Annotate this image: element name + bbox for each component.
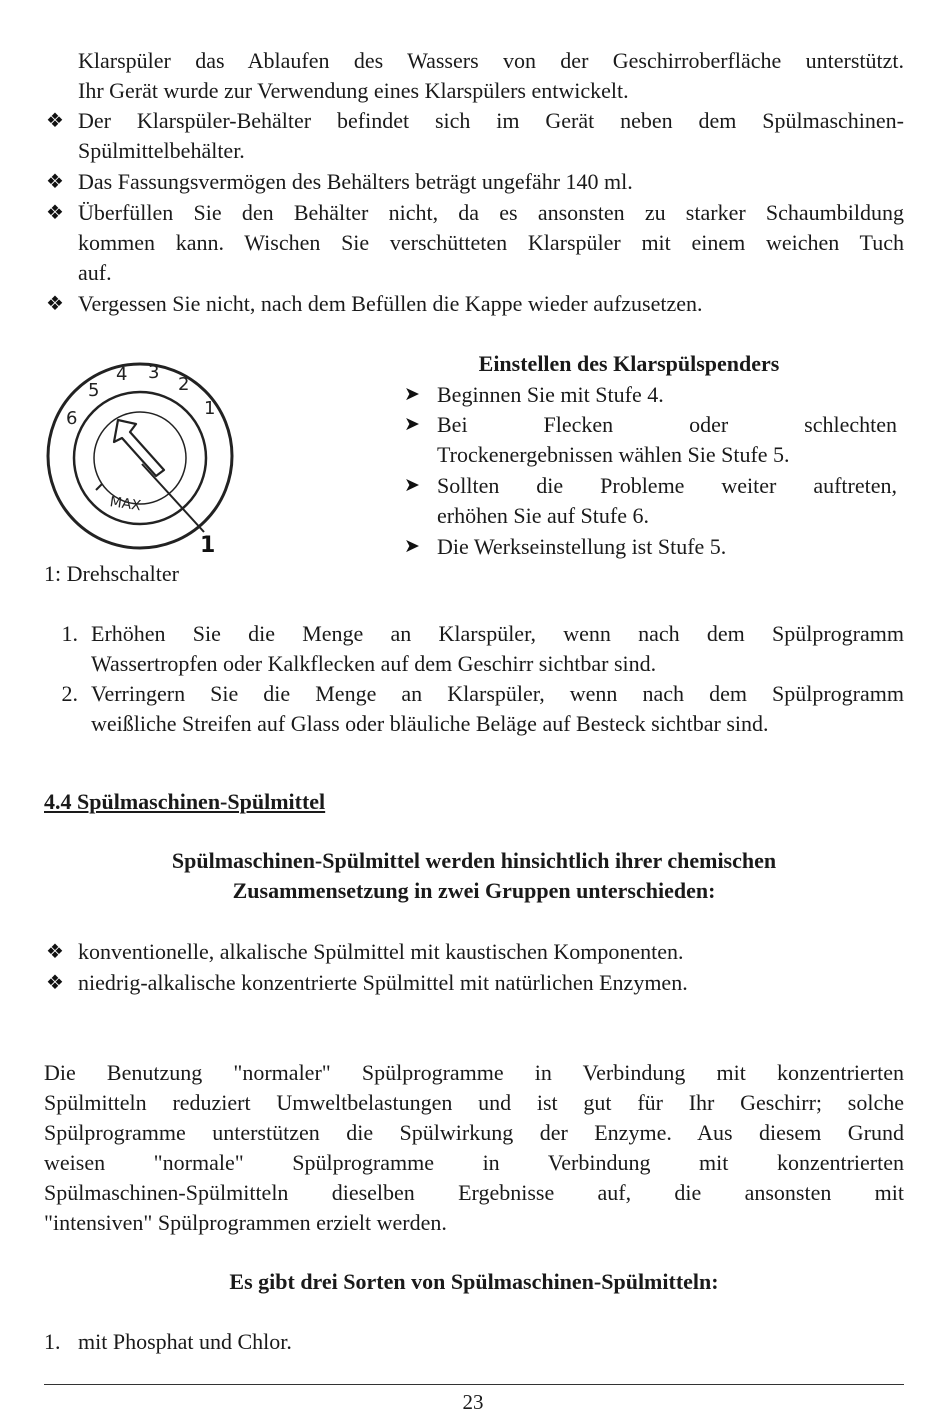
paragraph-line: Spülprogramme unterstützen die Spülwirkung der Enzyme. Aus diesem Grund <box>44 1120 904 1145</box>
list-item-text: mit Phosphat und Chlor. <box>78 1329 292 1354</box>
arrow-bullet-icon: ➤ <box>404 536 420 557</box>
dial-number: 5 <box>88 380 100 401</box>
list-number: 1. <box>44 1329 61 1354</box>
list-item-text: weißliche Streifen auf Glass oder bläuliche Beläge auf Besteck sichtbar sind. <box>91 711 769 736</box>
paragraph-line: Die Benutzung "normaler" Spülprogramme in Verbindung mit konzentrierten <box>44 1060 904 1085</box>
list-item-text: Verringern Sie die Menge an Klarspüler, wenn nach dem Spülprogramm <box>91 681 904 706</box>
settings-item: erhöhen Sie auf Stufe 6. <box>437 503 649 528</box>
bullet-text: konventionelle, alkalische Spülmittel mit kaustischen Komponenten. <box>78 939 684 964</box>
bullet-text: Überfüllen Sie den Behälter nicht, da es ansonsten zu starker Schaumbildung <box>78 200 904 225</box>
diamond-bullet-icon: ❖ <box>46 972 64 994</box>
dial-number: 2 <box>178 374 190 395</box>
page-number: 23 <box>462 1390 484 1414</box>
figure-caption: 1: Drehschalter <box>44 561 179 586</box>
list-item-text: Erhöhen Sie die Menge an Klarspüler, wenn nach dem Spülprogramm <box>91 621 904 646</box>
dial-icon <box>44 352 244 558</box>
settings-item: Die Werkseinstellung ist Stufe 5. <box>437 534 727 559</box>
list-item-text: Wassertropfen oder Kalkflecken auf dem Geschirr sichtbar sind. <box>91 651 657 676</box>
diamond-bullet-icon: ❖ <box>46 293 64 315</box>
detergent-sorts-heading: Es gibt drei Sorten von Spülmaschinen-Spülmitteln: <box>229 1269 719 1294</box>
diamond-bullet-icon: ❖ <box>46 171 64 193</box>
arrow-bullet-icon: ➤ <box>404 384 420 405</box>
paragraph-line: Spülmaschinen-Spülmitteln dieselben Ergebnisse auf, die ansonsten mit <box>44 1180 904 1205</box>
diamond-bullet-icon: ❖ <box>46 110 64 132</box>
settings-item: Bei Flecken oder schlechten <box>437 412 897 437</box>
bullet-text: Spülmittelbehälter. <box>78 138 245 163</box>
paragraph-line: weisen "normale" Spülprogramme in Verbindung mit konzentrierten <box>44 1150 904 1175</box>
dial-number: 6 <box>66 408 78 429</box>
settings-item: Trockenergebnissen wählen Sie Stufe 5. <box>437 442 790 467</box>
bullet-text: Der Klarspüler-Behälter befindet sich im Gerät neben dem Spülmaschinen- <box>78 108 904 133</box>
dial-max-label: MAX <box>108 494 142 515</box>
arrow-bullet-icon: ➤ <box>404 414 420 435</box>
section-heading: 4.4 Spülmaschinen-Spülmittel <box>44 789 326 814</box>
section-subheading: Spülmaschinen-Spülmittel werden hinsichtlich ihrer chemischen <box>171 848 777 873</box>
settings-title: Einstellen des Klarspülspenders <box>478 351 780 376</box>
arrow-bullet-icon: ➤ <box>404 475 420 496</box>
list-number: 2. <box>61 681 78 706</box>
dial-number: 4 <box>116 364 128 385</box>
intro-line-2: Ihr Gerät wurde zur Verwendung eines Klarspülers entwickelt. <box>78 78 629 103</box>
bullet-text: Das Fassungsvermögen des Behälters beträgt ungefähr 140 ml. <box>78 169 633 194</box>
diamond-bullet-icon: ❖ <box>46 202 64 224</box>
bullet-text: auf. <box>78 260 112 285</box>
dial-number: 3 <box>148 362 160 383</box>
list-number: 1. <box>61 621 78 646</box>
paragraph-line: Spülmitteln reduziert Umweltbelastungen und ist gut für Ihr Geschirr; solche <box>44 1090 904 1115</box>
dial-callout-number: 1 <box>200 533 216 558</box>
bullet-text: kommen kann. Wischen Sie verschütteten Klarspüler mit einem weichen Tuch <box>78 230 904 255</box>
bullet-text: Vergessen Sie nicht, nach dem Befüllen die Kappe wieder aufzusetzen. <box>78 291 703 316</box>
diamond-bullet-icon: ❖ <box>46 941 64 963</box>
bullet-text: niedrig-alkalische konzentrierte Spülmittel mit natürlichen Enzymen. <box>78 970 688 995</box>
footer-rule <box>44 1384 904 1385</box>
dial-number: 1 <box>204 398 216 419</box>
section-subheading: Zusammensetzung in zwei Gruppen unterschieden: <box>232 878 716 903</box>
paragraph-line: "intensiven" Spülprogrammen erzielt werden. <box>44 1210 447 1235</box>
rinse-aid-dial-figure <box>44 352 244 558</box>
settings-item: Beginnen Sie mit Stufe 4. <box>437 382 664 407</box>
intro-line-1: Klarspüler das Ablaufen des Wassers von der Geschirroberfläche unterstützt. <box>78 48 904 73</box>
settings-item: Sollten die Probleme weiter auftreten, <box>437 473 897 498</box>
